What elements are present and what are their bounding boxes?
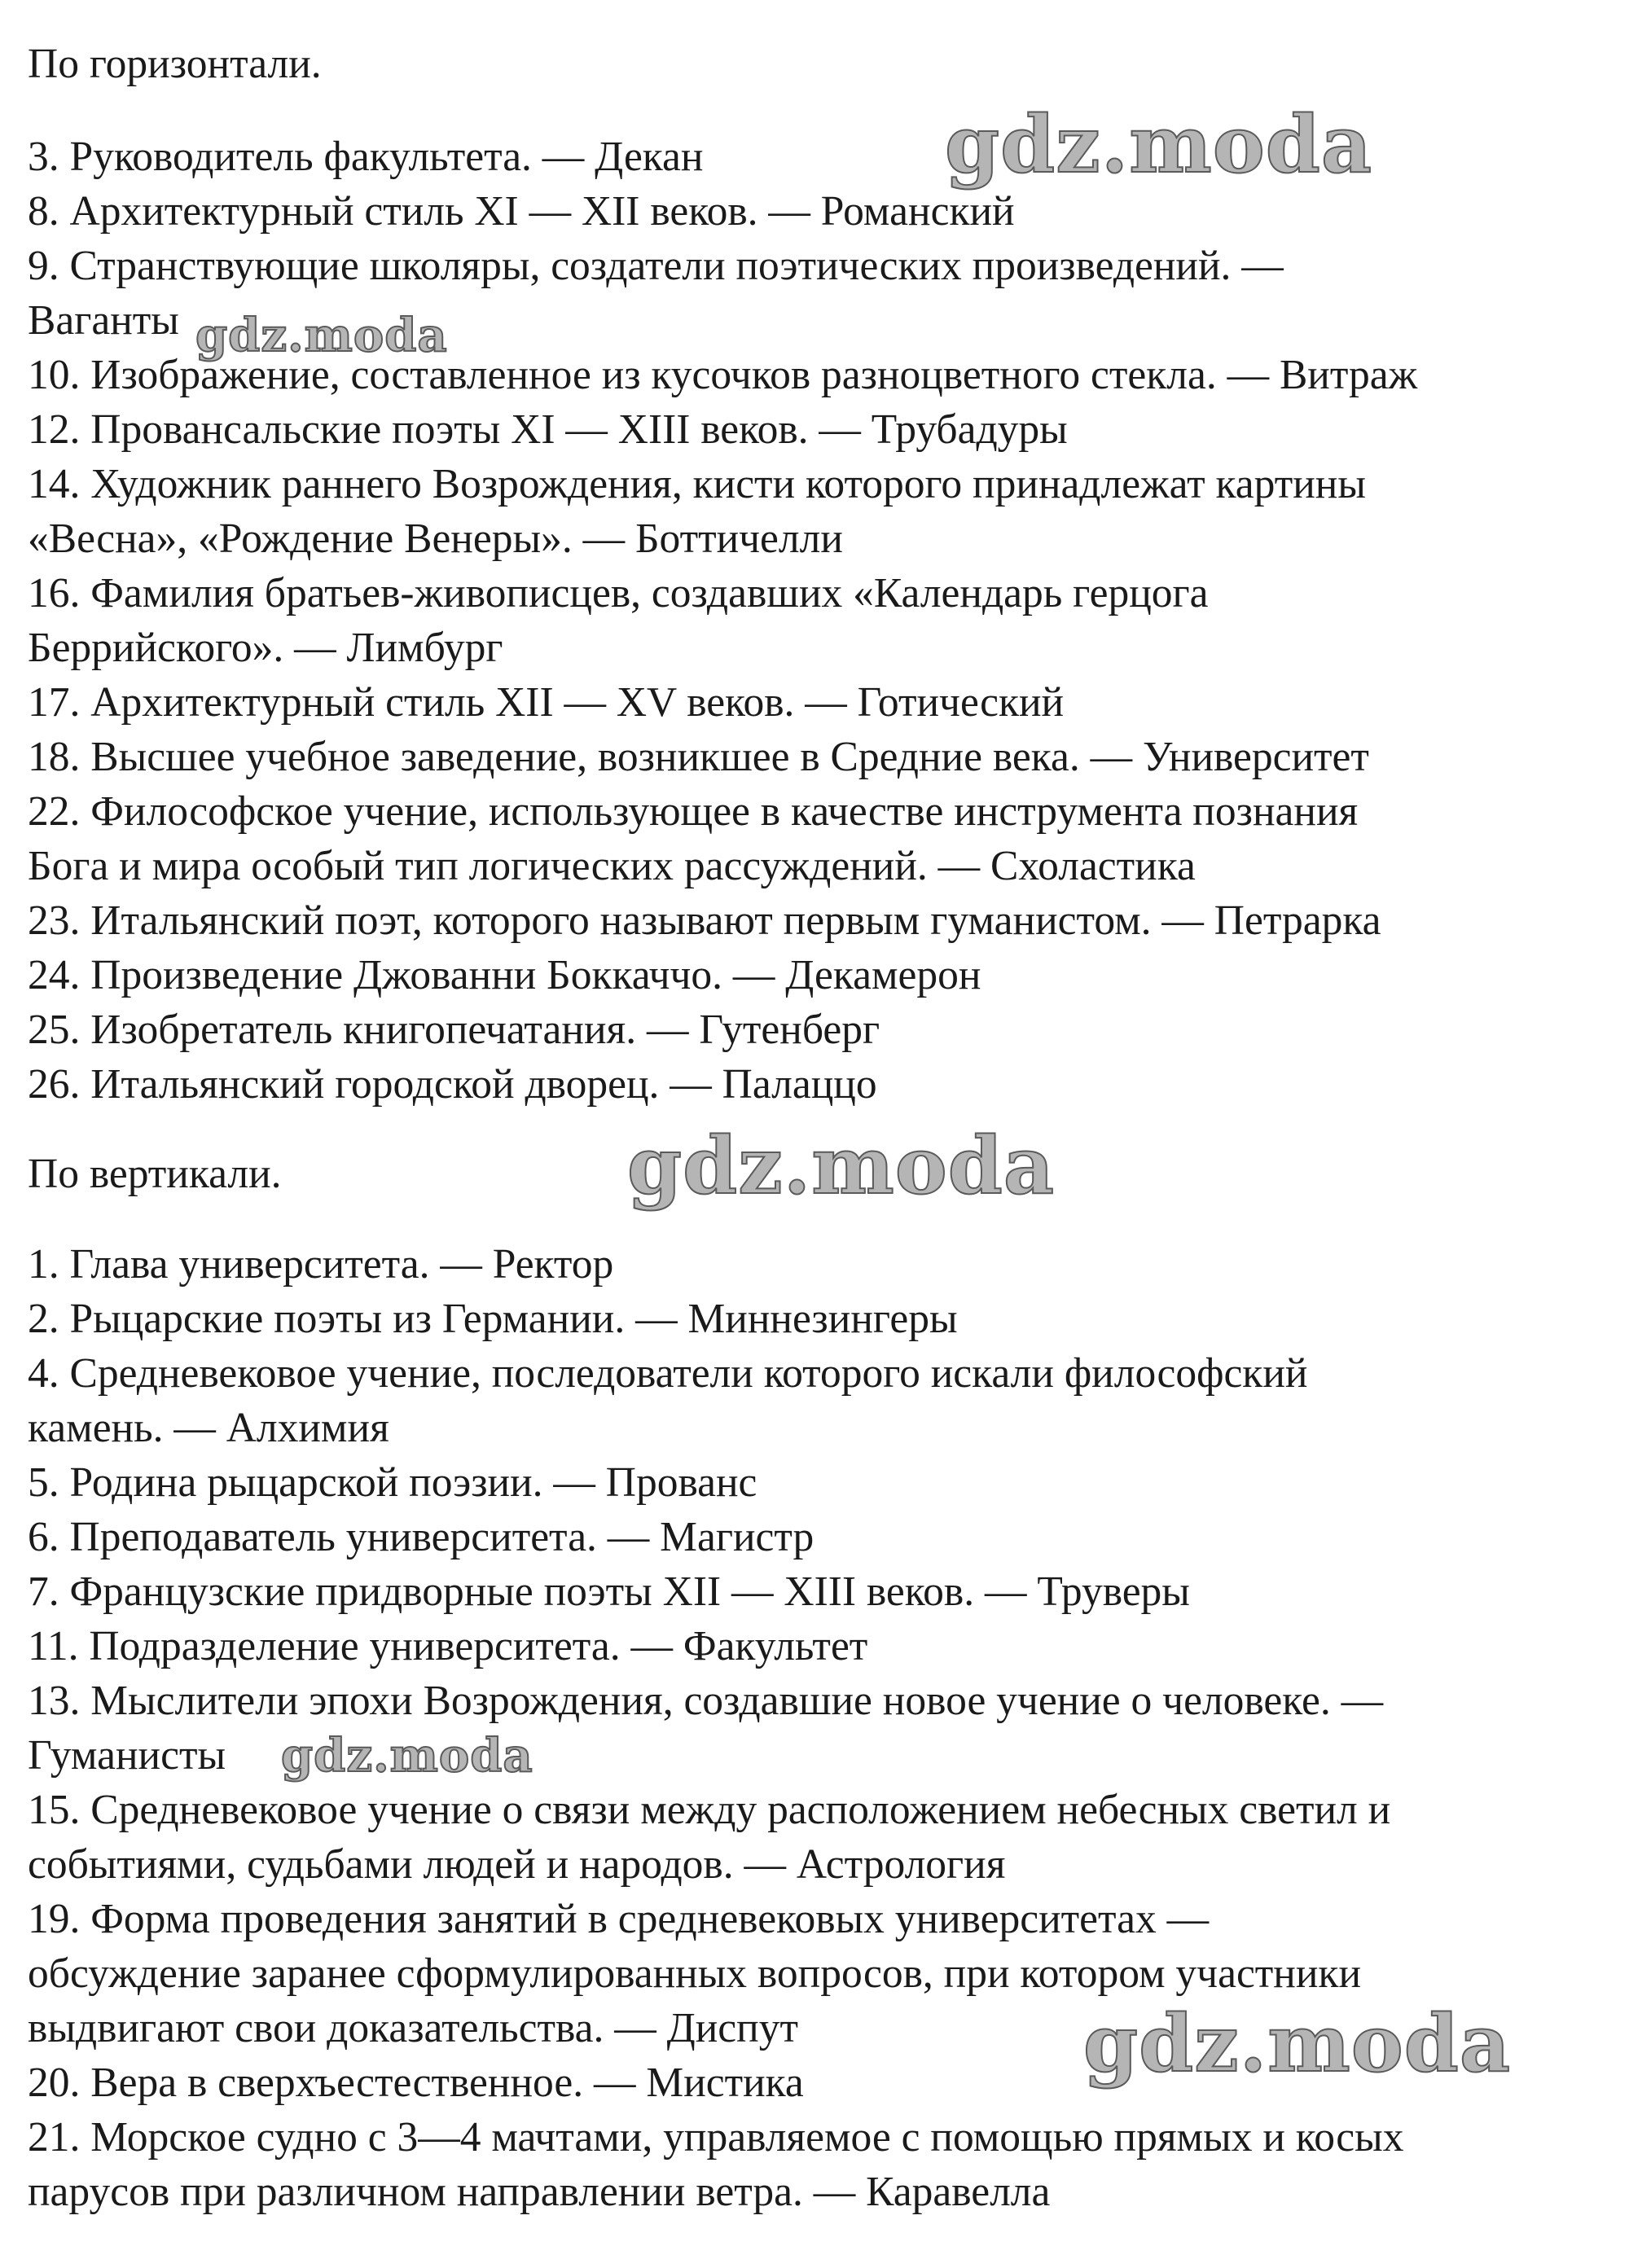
vertical-line: 20. Вера в сверхъестественное. — Мистика: [28, 2060, 804, 2106]
horizontal-line: 18. Высшее учебное заведение, возникшее в Средние века. — Университет: [28, 734, 1369, 780]
horizontal-line: «Весна», «Рождение Венеры». — Боттичелли: [28, 515, 843, 562]
horizontal-line: 26. Итальянский городской дворец. — Палаццо: [28, 1061, 877, 1108]
horizontal-line: 22. Философское учение, использующее в качестве инструмента познания: [28, 788, 1359, 835]
vertical-line: 5. Родина рыцарской поэзии. — Прованс: [28, 1459, 757, 1506]
horizontal-line: Ваганты: [28, 297, 179, 344]
vertical-line: 19. Форма проведения занятий в средневековых университетах —: [28, 1896, 1210, 1942]
horizontal-line: 10. Изображение, составленное из кусочков разноцветного стекла. — Витраж: [28, 352, 1418, 398]
vertical-line: 1. Глава университета. — Ректор: [28, 1241, 614, 1288]
watermark: gdz.moda: [945, 99, 1373, 191]
vertical-line: камень. — Алхимия: [28, 1405, 389, 1451]
vertical-line: обсуждение заранее сформулированных вопросов, при котором участники: [28, 1950, 1362, 1997]
vertical-line: 2. Рыцарские поэты из Германии. — Миннезингеры: [28, 1296, 958, 1342]
watermark: gdz.moda: [281, 1729, 533, 1783]
horizontal-line: Бога и мира особый тип логических рассуждений. — Схоластика: [28, 843, 1196, 889]
horizontal-line: 16. Фамилия братьев-живописцев, создавших «Календарь герцога: [28, 570, 1209, 616]
horizontal-line: 23. Итальянский поэт, которого называют первым гуманистом. — Петрарка: [28, 897, 1381, 944]
horizontal-line: 25. Изобретатель книгопечатания. — Гутенберг: [28, 1007, 880, 1053]
vertical-heading: По вертикали.: [28, 1151, 282, 1197]
watermark: gdz.moda: [627, 1120, 1056, 1212]
watermark: gdz.moda: [1083, 1998, 1512, 2090]
vertical-line: 13. Мыслители эпохи Возрождения, создавшие новое учение о человеке. —: [28, 1678, 1384, 1724]
vertical-line: 15. Средневековое учение о связи между расположением небесных светил и: [28, 1787, 1391, 1833]
vertical-line: 6. Преподаватель университета. — Магистр: [28, 1514, 814, 1560]
vertical-line: 11. Подразделение университета. — Факультет: [28, 1623, 868, 1669]
horizontal-line: 24. Произведение Джованни Боккаччо. — Декамерон: [28, 952, 981, 998]
vertical-line: парусов при различном направлении ветра. — Каравелла: [28, 2169, 1051, 2215]
horizontal-line: Беррийского». — Лимбург: [28, 625, 503, 671]
vertical-line: событиями, судьбами людей и народов. — Астрология: [28, 1841, 1006, 1888]
horizontal-heading: По горизонтали.: [28, 41, 322, 87]
watermark: gdz.moda: [195, 309, 448, 362]
vertical-line: 21. Морское судно с 3—4 мачтами, управляемое с помощью прямых и косых: [28, 2114, 1404, 2161]
vertical-line: Гуманисты: [28, 1732, 226, 1779]
horizontal-line: 9. Странствующие школяры, создатели поэтических произведений. —: [28, 243, 1284, 289]
vertical-line: 4. Средневековое учение, последователи которого искали философский: [28, 1350, 1308, 1397]
horizontal-line: 3. Руководитель факультета. — Декан: [28, 134, 704, 180]
horizontal-line: 17. Архитектурный стиль XII — XV веков. — Готический: [28, 679, 1065, 726]
horizontal-line: 14. Художник раннего Возрождения, кисти которого принадлежат картины: [28, 461, 1366, 507]
vertical-line: 7. Французские придворные поэты XII — XIII веков. — Труверы: [28, 1568, 1190, 1615]
horizontal-line: 8. Архитектурный стиль XI — XII веков. — Романский: [28, 188, 1015, 235]
horizontal-line: 12. Провансальские поэты XI — XIII веков. — Трубадуры: [28, 406, 1068, 453]
vertical-line: выдвигают свои доказательства. — Диспут: [28, 2005, 798, 2051]
